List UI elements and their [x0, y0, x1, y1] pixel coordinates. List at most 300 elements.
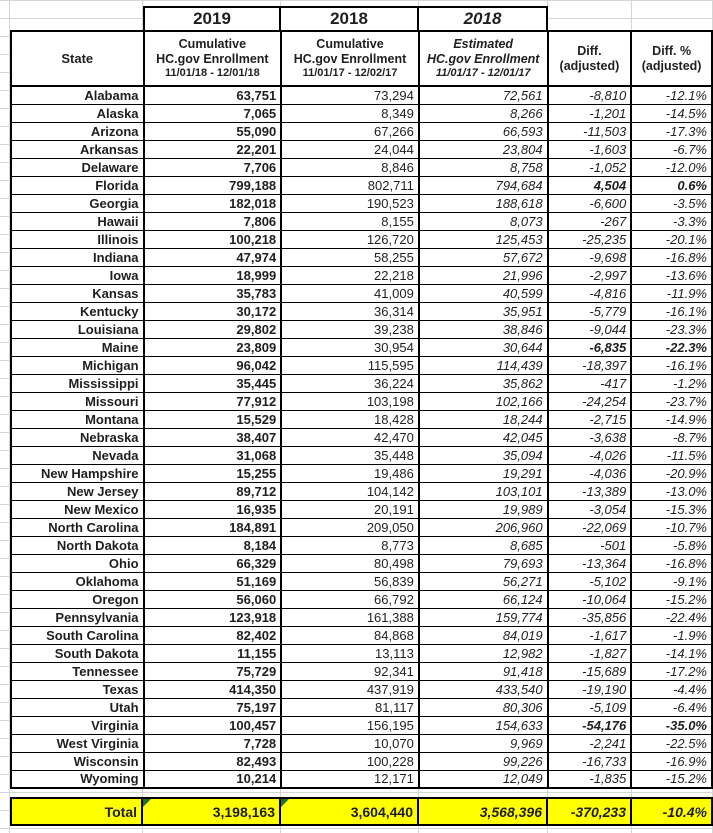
diff-cell[interactable]: -4,816: [548, 284, 632, 302]
est-2018-cell[interactable]: 84,019: [419, 626, 548, 644]
est-2018-cell[interactable]: 794,684: [419, 176, 548, 194]
table-row: [11, 680, 712, 698]
diff-pct-cell[interactable]: -8.7%: [631, 428, 712, 446]
diff-pct-cell[interactable]: -23.7%: [631, 392, 712, 410]
est-2018-cell[interactable]: 57,672: [419, 248, 548, 266]
diff-pct-cell[interactable]: -4.4%: [631, 680, 712, 698]
state-cell[interactable]: Oregon: [11, 590, 144, 608]
enroll-2018-cell[interactable]: 13,113: [281, 644, 419, 662]
state-cell[interactable]: New Mexico: [11, 500, 144, 518]
est-2018-cell[interactable]: 80,306: [419, 698, 548, 716]
enroll-2019-cell[interactable]: 18,999: [144, 266, 282, 284]
diff-cell[interactable]: -417: [548, 374, 632, 392]
est-2018-cell[interactable]: 35,951: [419, 302, 548, 320]
header-line: HC.gov Enrollment: [426, 52, 540, 67]
diff-cell[interactable]: -8,810: [548, 86, 632, 104]
state-cell[interactable]: Pennsylvania: [11, 608, 144, 626]
total-estimated-cell[interactable]: 3,568,396: [419, 797, 548, 826]
enroll-2019-cell[interactable]: 22,201: [144, 140, 282, 158]
state-cell[interactable]: Wisconsin: [11, 752, 144, 770]
est-2018-cell[interactable]: 125,453: [419, 230, 548, 248]
enroll-2018-cell[interactable]: 8,846: [281, 158, 419, 176]
header-line: Diff.: [577, 43, 602, 58]
diff-cell[interactable]: -18,397: [548, 356, 632, 374]
enroll-2018-cell[interactable]: 104,142: [281, 482, 419, 500]
enroll-2019-cell[interactable]: 23,809: [144, 338, 282, 356]
total-diff-pct-cell[interactable]: -10.4%: [632, 797, 713, 826]
diff-cell[interactable]: -267: [548, 212, 632, 230]
year-header-2018-estimated[interactable]: 2018: [419, 6, 548, 32]
enroll-2019-cell[interactable]: 66,329: [144, 554, 282, 572]
state-cell[interactable]: New Jersey: [11, 482, 144, 500]
state-cell[interactable]: Iowa: [11, 266, 144, 284]
diff-pct-cell[interactable]: -1.9%: [631, 626, 712, 644]
diff-pct-cell[interactable]: 0.6%: [631, 176, 712, 194]
diff-cell[interactable]: -25,235: [548, 230, 632, 248]
table-row: [11, 194, 712, 212]
est-2018-cell[interactable]: 35,094: [419, 446, 548, 464]
state-cell[interactable]: Delaware: [11, 158, 144, 176]
header-line: HC.gov Enrollment: [156, 52, 269, 67]
enroll-2018-cell[interactable]: 115,595: [281, 356, 419, 374]
state-cell[interactable]: North Dakota: [11, 536, 144, 554]
year-header-row: [143, 6, 548, 32]
diff-pct-cell[interactable]: -3.3%: [631, 212, 712, 230]
state-cell[interactable]: Mississippi: [11, 374, 144, 392]
enroll-2019-cell[interactable]: 15,529: [144, 410, 282, 428]
est-2018-cell[interactable]: 99,226: [419, 752, 548, 770]
est-2018-cell[interactable]: 8,073: [419, 212, 548, 230]
est-2018-cell[interactable]: 91,418: [419, 662, 548, 680]
enroll-2019-cell[interactable]: 51,169: [144, 572, 282, 590]
enroll-2019-cell[interactable]: 75,729: [144, 662, 282, 680]
diff-pct-cell[interactable]: -9.1%: [631, 572, 712, 590]
table-row: [11, 734, 712, 752]
header-line: HC.gov Enrollment: [293, 52, 407, 67]
diff-pct-cell[interactable]: -10.7%: [631, 518, 712, 536]
enroll-2018-cell[interactable]: 73,294: [281, 86, 419, 104]
diff-pct-cell[interactable]: -16.8%: [631, 554, 712, 572]
enroll-2019-cell[interactable]: 7,706: [144, 158, 282, 176]
diff-cell[interactable]: -10,064: [548, 590, 632, 608]
est-2018-cell[interactable]: 35,862: [419, 374, 548, 392]
diff-cell[interactable]: -4,036: [548, 464, 632, 482]
enroll-2019-cell[interactable]: 30,172: [144, 302, 282, 320]
enroll-2018-cell[interactable]: 80,498: [281, 554, 419, 572]
diff-cell[interactable]: -13,364: [548, 554, 632, 572]
diff-cell[interactable]: -5,102: [548, 572, 632, 590]
state-cell[interactable]: Texas: [11, 680, 144, 698]
table-row: [11, 266, 712, 284]
enroll-2019-cell[interactable]: 82,402: [144, 626, 282, 644]
enroll-2019-cell[interactable]: 29,802: [144, 320, 282, 338]
diff-pct-cell[interactable]: -14.9%: [631, 410, 712, 428]
enroll-2018-cell[interactable]: 84,868: [281, 626, 419, 644]
header-line: Diff. %: [652, 43, 692, 58]
enroll-2018-cell[interactable]: 35,448: [281, 446, 419, 464]
enroll-2018-cell[interactable]: 67,266: [281, 122, 419, 140]
est-2018-cell[interactable]: 433,540: [419, 680, 548, 698]
est-2018-cell[interactable]: 12,049: [419, 770, 548, 788]
table-row: [11, 86, 712, 104]
est-2018-cell[interactable]: 103,101: [419, 482, 548, 500]
table-row: [11, 374, 712, 392]
enroll-2019-cell[interactable]: 7,065: [144, 104, 282, 122]
est-2018-cell[interactable]: 188,618: [419, 194, 548, 212]
total-2018-cell[interactable]: [281, 797, 419, 826]
enroll-2018-cell[interactable]: 156,195: [281, 716, 419, 734]
enroll-2018-cell[interactable]: 802,711: [281, 176, 419, 194]
diff-cell[interactable]: -1,617: [548, 626, 632, 644]
est-2018-cell[interactable]: 42,045: [419, 428, 548, 446]
enroll-2018-cell[interactable]: 18,428: [281, 410, 419, 428]
year-header-2018[interactable]: 2018: [281, 6, 419, 32]
table-row: [11, 410, 712, 428]
enroll-2018-cell[interactable]: 66,792: [281, 590, 419, 608]
enroll-2018-cell[interactable]: 30,954: [281, 338, 419, 356]
diff-pct-cell[interactable]: -20.9%: [631, 464, 712, 482]
enroll-2018-cell[interactable]: 41,009: [281, 284, 419, 302]
diff-pct-cell[interactable]: -15.3%: [631, 500, 712, 518]
diff-cell[interactable]: -13,389: [548, 482, 632, 500]
est-2018-cell[interactable]: 114,439: [419, 356, 548, 374]
diff-pct-cell[interactable]: -3.5%: [631, 194, 712, 212]
state-cell[interactable]: New Hampshire: [11, 464, 144, 482]
enroll-2018-cell[interactable]: 126,720: [281, 230, 419, 248]
state-cell[interactable]: Arizona: [11, 122, 144, 140]
est-2018-cell[interactable]: 8,758: [419, 158, 548, 176]
table-row: [11, 158, 712, 176]
enroll-2019-cell[interactable]: 96,042: [144, 356, 282, 374]
enroll-2018-cell[interactable]: 36,314: [281, 302, 419, 320]
diff-cell[interactable]: -16,733: [548, 752, 632, 770]
enroll-2018-cell[interactable]: 20,191: [281, 500, 419, 518]
diff-cell[interactable]: -19,190: [548, 680, 632, 698]
diff-pct-cell[interactable]: -22.3%: [631, 338, 712, 356]
diff-cell[interactable]: -1,603: [548, 140, 632, 158]
diff-cell[interactable]: -9,044: [548, 320, 632, 338]
state-cell[interactable]: South Dakota: [11, 644, 144, 662]
diff-cell[interactable]: -2,997: [548, 266, 632, 284]
est-2018-cell[interactable]: 72,561: [419, 86, 548, 104]
state-column-header[interactable]: State: [11, 31, 144, 86]
total-2018-value: 3,604,440: [350, 803, 413, 820]
enroll-2018-cell[interactable]: 12,171: [281, 770, 419, 788]
state-cell[interactable]: South Carolina: [11, 626, 144, 644]
enroll-2019-cell[interactable]: 100,218: [144, 230, 282, 248]
diff-pct-cell[interactable]: -1.2%: [631, 374, 712, 392]
table-row: [11, 212, 712, 230]
enroll-2018-cell[interactable]: 81,117: [281, 698, 419, 716]
est-2018-cell[interactable]: 66,593: [419, 122, 548, 140]
est-2018-cell[interactable]: 30,644: [419, 338, 548, 356]
state-cell[interactable]: Alabama: [11, 86, 144, 104]
table-row: [11, 572, 712, 590]
state-cell[interactable]: Maine: [11, 338, 144, 356]
enroll-2018-cell[interactable]: 36,224: [281, 374, 419, 392]
header-date-range: 11/01/18 - 12/01/18: [164, 66, 260, 79]
est-2018-cell[interactable]: 38,846: [419, 320, 548, 338]
enroll-2019-cell[interactable]: 184,891: [144, 518, 282, 536]
state-cell[interactable]: Oklahoma: [11, 572, 144, 590]
diff-cell[interactable]: -2,241: [548, 734, 632, 752]
state-cell[interactable]: Georgia: [11, 194, 144, 212]
table-row: [11, 482, 712, 500]
table-row: [11, 464, 712, 482]
state-cell[interactable]: Nebraska: [11, 428, 144, 446]
table-row: [11, 104, 712, 122]
diff-pct-cell[interactable]: -13.0%: [631, 482, 712, 500]
enroll-2019-cell[interactable]: 35,445: [144, 374, 282, 392]
enroll-2018-cell[interactable]: 209,050: [281, 518, 419, 536]
est-2018-cell[interactable]: 21,996: [419, 266, 548, 284]
state-cell[interactable]: Hawaii: [11, 212, 144, 230]
enroll-2018-cell[interactable]: 24,044: [281, 140, 419, 158]
state-cell[interactable]: Montana: [11, 410, 144, 428]
comment-indicator-icon: [143, 799, 151, 807]
table-row: [11, 752, 712, 770]
state-cell[interactable]: Nevada: [11, 446, 144, 464]
diff-pct-cell[interactable]: -12.0%: [631, 158, 712, 176]
est-2018-cell[interactable]: 19,291: [419, 464, 548, 482]
enroll-2019-cell[interactable]: 100,457: [144, 716, 282, 734]
est-2018-cell[interactable]: 8,266: [419, 104, 548, 122]
enroll-2018-cell[interactable]: 42,470: [281, 428, 419, 446]
diff-pct-cell[interactable]: -15.2%: [631, 770, 712, 788]
diff-pct-cell[interactable]: -22.5%: [631, 734, 712, 752]
table-row: [11, 338, 712, 356]
enroll-2018-cell[interactable]: 8,773: [281, 536, 419, 554]
table-row: [11, 554, 712, 572]
diff-cell[interactable]: -2,715: [548, 410, 632, 428]
enrollment-2018-column-header[interactable]: [281, 31, 419, 86]
diff-cell[interactable]: -6,835: [548, 338, 632, 356]
state-cell[interactable]: West Virginia: [11, 734, 144, 752]
enroll-2019-cell[interactable]: 82,493: [144, 752, 282, 770]
diff-cell[interactable]: -1,827: [548, 644, 632, 662]
diff-pct-cell[interactable]: -22.4%: [631, 608, 712, 626]
enroll-2018-cell[interactable]: 58,255: [281, 248, 419, 266]
diff-cell[interactable]: -1,201: [548, 104, 632, 122]
enroll-2019-cell[interactable]: 10,214: [144, 770, 282, 788]
enroll-2018-cell[interactable]: 39,238: [281, 320, 419, 338]
diff-pct-cell[interactable]: -16.1%: [631, 356, 712, 374]
enroll-2019-cell[interactable]: 7,806: [144, 212, 282, 230]
enroll-2018-cell[interactable]: 8,155: [281, 212, 419, 230]
diff-cell[interactable]: -24,254: [548, 392, 632, 410]
state-cell[interactable]: Michigan: [11, 356, 144, 374]
enroll-2018-cell[interactable]: 92,341: [281, 662, 419, 680]
state-cell[interactable]: Indiana: [11, 248, 144, 266]
enroll-2019-cell[interactable]: 47,974: [144, 248, 282, 266]
state-cell[interactable]: Florida: [11, 176, 144, 194]
state-cell[interactable]: Illinois: [11, 230, 144, 248]
est-2018-cell[interactable]: 66,124: [419, 590, 548, 608]
diff-cell[interactable]: -22,069: [548, 518, 632, 536]
diff-pct-cell[interactable]: -17.2%: [631, 662, 712, 680]
header-line: Cumulative: [178, 37, 247, 52]
diff-pct-cell[interactable]: -17.3%: [631, 122, 712, 140]
diff-pct-cell[interactable]: -14.1%: [631, 644, 712, 662]
table-row: [11, 500, 712, 518]
diff-pct-cell[interactable]: -16.9%: [631, 752, 712, 770]
table-row: [11, 662, 712, 680]
enroll-2019-cell[interactable]: 63,751: [144, 86, 282, 104]
table-row: [11, 626, 712, 644]
diff-cell[interactable]: -5,779: [548, 302, 632, 320]
state-cell[interactable]: Missouri: [11, 392, 144, 410]
state-cell[interactable]: Utah: [11, 698, 144, 716]
est-2018-cell[interactable]: 8,685: [419, 536, 548, 554]
table-body: [11, 86, 712, 788]
state-cell[interactable]: Arkansas: [11, 140, 144, 158]
table-row: [11, 770, 712, 788]
est-2018-cell[interactable]: 18,244: [419, 410, 548, 428]
est-2018-cell[interactable]: 23,804: [419, 140, 548, 158]
enroll-2019-cell[interactable]: 31,068: [144, 446, 282, 464]
est-2018-cell[interactable]: 79,693: [419, 554, 548, 572]
state-cell[interactable]: Ohio: [11, 554, 144, 572]
enroll-2019-cell[interactable]: 7,728: [144, 734, 282, 752]
enroll-2019-cell[interactable]: 56,060: [144, 590, 282, 608]
diff-pct-cell[interactable]: -20.1%: [631, 230, 712, 248]
state-cell[interactable]: Tennessee: [11, 662, 144, 680]
diff-cell[interactable]: -15,689: [548, 662, 632, 680]
enroll-2019-cell[interactable]: 182,018: [144, 194, 282, 212]
diff-pct-cell[interactable]: -6.7%: [631, 140, 712, 158]
table-row: [11, 320, 712, 338]
enroll-2019-cell[interactable]: 55,090: [144, 122, 282, 140]
enroll-2019-cell[interactable]: 8,184: [144, 536, 282, 554]
state-cell[interactable]: Louisiana: [11, 320, 144, 338]
header-line: Cumulative: [316, 37, 384, 52]
diff-pct-cell[interactable]: -14.5%: [631, 104, 712, 122]
state-cell[interactable]: Kentucky: [11, 302, 144, 320]
diff-pct-cell[interactable]: -15.2%: [631, 590, 712, 608]
enroll-2018-cell[interactable]: 437,919: [281, 680, 419, 698]
table-row: [11, 716, 712, 734]
table-row: [11, 518, 712, 536]
diff-cell[interactable]: -9,698: [548, 248, 632, 266]
diff-cell[interactable]: -11,503: [548, 122, 632, 140]
diff-cell[interactable]: -54,176: [548, 716, 632, 734]
table-row: [11, 122, 712, 140]
state-cell[interactable]: Virginia: [11, 716, 144, 734]
year-header-2019[interactable]: 2019: [143, 6, 281, 32]
diff-cell[interactable]: -4,026: [548, 446, 632, 464]
est-2018-cell[interactable]: 56,271: [419, 572, 548, 590]
header-date-range: 11/01/17 - 12/01/17: [435, 66, 531, 79]
state-cell[interactable]: Wyoming: [11, 770, 144, 788]
enroll-2018-cell[interactable]: 19,486: [281, 464, 419, 482]
est-2018-cell[interactable]: 102,166: [419, 392, 548, 410]
enroll-2019-cell[interactable]: 799,188: [144, 176, 282, 194]
enroll-2019-cell[interactable]: 414,350: [144, 680, 282, 698]
enroll-2018-cell[interactable]: 8,349: [281, 104, 419, 122]
diff-cell[interactable]: -5,109: [548, 698, 632, 716]
diff-cell[interactable]: -501: [548, 536, 632, 554]
table-row: [11, 536, 712, 554]
diff-pct-cell[interactable]: -35.0%: [631, 716, 712, 734]
table-row: [11, 590, 712, 608]
enroll-2019-cell[interactable]: 75,197: [144, 698, 282, 716]
state-cell[interactable]: Kansas: [11, 284, 144, 302]
table-row: [11, 302, 712, 320]
table-row: [11, 392, 712, 410]
est-2018-cell[interactable]: 9,969: [419, 734, 548, 752]
total-diff-cell[interactable]: -370,233: [548, 797, 632, 826]
diff-pct-cell[interactable]: -23.3%: [631, 320, 712, 338]
enroll-2018-cell[interactable]: 100,228: [281, 752, 419, 770]
diff-cell[interactable]: 4,504: [548, 176, 632, 194]
enrollment-2019-column-header[interactable]: [144, 31, 282, 86]
enroll-2019-cell[interactable]: 89,712: [144, 482, 282, 500]
diff-cell[interactable]: -1,835: [548, 770, 632, 788]
est-2018-cell[interactable]: 40,599: [419, 284, 548, 302]
est-2018-cell[interactable]: 159,774: [419, 608, 548, 626]
table-row: [11, 140, 712, 158]
enroll-2019-cell[interactable]: 11,155: [144, 644, 282, 662]
diff-cell[interactable]: -6,600: [548, 194, 632, 212]
enroll-2019-cell[interactable]: 16,935: [144, 500, 282, 518]
diff-pct-column-header[interactable]: [631, 31, 712, 86]
enroll-2019-cell[interactable]: 38,407: [144, 428, 282, 446]
est-2018-cell[interactable]: 19,989: [419, 500, 548, 518]
diff-column-header[interactable]: [548, 31, 632, 86]
diff-pct-cell[interactable]: -13.6%: [631, 266, 712, 284]
est-2018-cell[interactable]: 206,960: [419, 518, 548, 536]
state-cell[interactable]: Alaska: [11, 104, 144, 122]
table-row: [11, 176, 712, 194]
diff-cell[interactable]: -35,856: [548, 608, 632, 626]
enroll-2019-cell[interactable]: 123,918: [144, 608, 282, 626]
diff-pct-cell[interactable]: -5.8%: [631, 536, 712, 554]
enroll-2019-cell[interactable]: 35,783: [144, 284, 282, 302]
enroll-2018-cell[interactable]: 10,070: [281, 734, 419, 752]
diff-cell[interactable]: -3,054: [548, 500, 632, 518]
diff-pct-cell[interactable]: -16.1%: [631, 302, 712, 320]
total-label-cell[interactable]: Total: [10, 797, 143, 826]
diff-cell[interactable]: -1,052: [548, 158, 632, 176]
est-2018-cell[interactable]: 154,633: [419, 716, 548, 734]
total-2019-value: 3,198,163: [212, 803, 275, 820]
enroll-2018-cell[interactable]: 56,839: [281, 572, 419, 590]
table-row: [11, 608, 712, 626]
diff-pct-cell[interactable]: -16.8%: [631, 248, 712, 266]
diff-pct-cell[interactable]: -12.1%: [631, 86, 712, 104]
table-row: [11, 428, 712, 446]
est-2018-cell[interactable]: 12,982: [419, 644, 548, 662]
header-line: (adjusted): [559, 58, 620, 73]
estimated-2018-column-header[interactable]: [419, 31, 548, 86]
diff-pct-cell[interactable]: -6.4%: [631, 698, 712, 716]
table-row: [11, 644, 712, 662]
total-2019-cell[interactable]: [143, 797, 281, 826]
diff-pct-cell[interactable]: -11.9%: [631, 284, 712, 302]
enroll-2018-cell[interactable]: 190,523: [281, 194, 419, 212]
enroll-2018-cell[interactable]: 161,388: [281, 608, 419, 626]
diff-pct-cell[interactable]: -11.5%: [631, 446, 712, 464]
state-cell[interactable]: North Carolina: [11, 518, 144, 536]
enroll-2018-cell[interactable]: 22,218: [281, 266, 419, 284]
enroll-2019-cell[interactable]: 77,912: [144, 392, 282, 410]
comment-indicator-icon: [281, 799, 289, 807]
table-row: [11, 698, 712, 716]
enroll-2018-cell[interactable]: 103,198: [281, 392, 419, 410]
header-date-range: 11/01/17 - 12/02/17: [302, 66, 398, 79]
enroll-2019-cell[interactable]: 15,255: [144, 464, 282, 482]
diff-cell[interactable]: -3,638: [548, 428, 632, 446]
